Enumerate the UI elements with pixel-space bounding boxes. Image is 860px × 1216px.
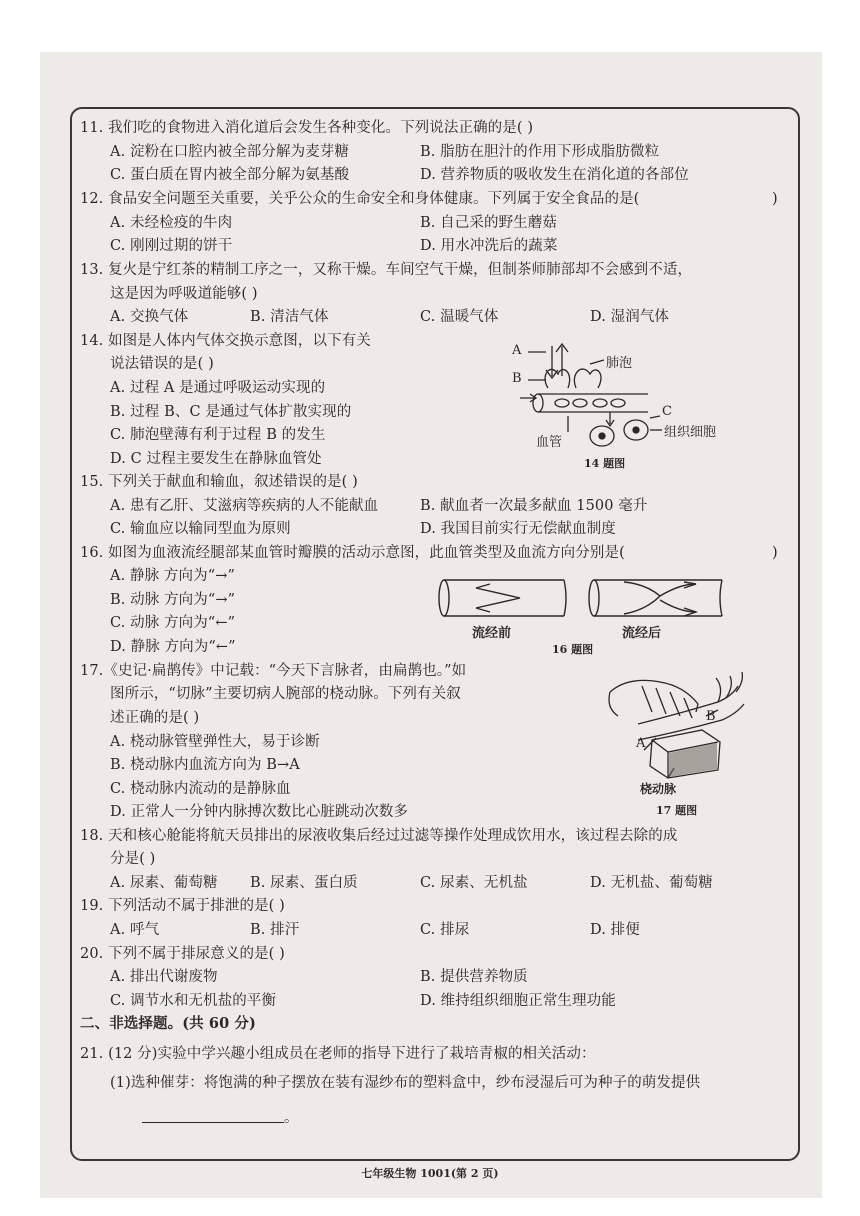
q11-option-d: D. 营养物质的吸收发生在消化道的各部位 xyxy=(420,167,689,183)
page-footer: 七年级生物 1001(第 2 页) xyxy=(361,1167,499,1180)
q20-stem: 20. 下列不属于排尿意义的是( ) xyxy=(80,946,285,962)
fig14-caption: 14 题图 xyxy=(584,457,626,470)
q13-stem: 13. 复火是宁红茶的精制工序之一，又称干燥。车间空气干燥，但制茶师肺部却不会感到不适， xyxy=(80,262,693,278)
q16-option-a: A. 静脉 方向为“→” xyxy=(110,568,235,584)
section-title: 二、非选择题。(共 60 分) xyxy=(80,1015,256,1032)
q18-stem-continued: 分是( ) xyxy=(110,851,156,867)
vein-valve-diagram xyxy=(434,574,734,624)
q15-option-d: D. 我国目前实行无偿献血制度 xyxy=(420,521,616,537)
q20-option-d: D. 维持组织细胞正常生理功能 xyxy=(420,993,616,1009)
fig16-before-label: 流经前 xyxy=(472,626,512,641)
fig17-radial-artery-label: 桡动脉 xyxy=(640,782,677,796)
fig17-label-a: A xyxy=(636,736,646,751)
fig14-vessel-label: 血管 xyxy=(536,435,563,450)
q14-option-d: D. C 过程主要发生在静脉血管处 xyxy=(110,451,322,467)
q12-paren: ) xyxy=(772,191,778,207)
q16-option-b: B. 动脉 方向为“→” xyxy=(110,592,236,608)
q16-paren: ) xyxy=(772,545,778,561)
q13-option-c: C. 温暖气体 xyxy=(420,309,499,325)
q12-stem: 12. 食品安全问题至关重要，关乎公众的生命安全和身体健康。下列属于安全食品的是( xyxy=(80,191,640,207)
q21-answer-blank[interactable] xyxy=(142,1122,284,1123)
q12-option-d: D. 用水冲洗后的蔬菜 xyxy=(420,238,558,254)
q18-option-b: B. 尿素、蛋白质 xyxy=(250,875,358,891)
fig14-label-c: C xyxy=(662,404,672,419)
q12-option-c: C. 刚刚过期的饼干 xyxy=(110,238,233,254)
q14-option-b: B. 过程 B、C 是通过气体扩散实现的 xyxy=(110,404,352,420)
q19-option-c: C. 排尿 xyxy=(420,922,470,938)
q15-stem: 15. 下列关于献血和输血，叙述错误的是( ) xyxy=(80,474,358,490)
q21-stem: 21. (12 分)实验中学兴趣小组成员在老师的指导下进行了栽培青椒的相关活动： xyxy=(80,1046,596,1062)
q20-option-a: A. 排出代谢废物 xyxy=(110,969,218,985)
pulse-diagnosis-illustration xyxy=(598,668,748,780)
q17-stem: 17.《史记·扁鹊传》中记载：“今天下言脉者，由扁鹊也。”如 xyxy=(80,663,467,679)
q20-option-c: C. 调节水和无机盐的平衡 xyxy=(110,993,277,1009)
q18-option-a: A. 尿素、葡萄糖 xyxy=(110,875,218,891)
q14-option-c: C. 肺泡壁薄有利于过程 B 的发生 xyxy=(110,427,326,443)
q15-option-b: B. 献血者一次最多献血 1500 毫升 xyxy=(420,498,648,514)
q12-option-b: B. 自己采的野生蘑菇 xyxy=(420,215,557,231)
q13-stem-continued: 这是因为呼吸道能够( ) xyxy=(110,286,258,302)
q11-stem: 11. 我们吃的食物进入消化道后会发生各种变化。下列说法正确的是( ) xyxy=(80,120,534,136)
q19-option-d: D. 排便 xyxy=(590,922,640,938)
q17-stem-continued-2: 述正确的是( ) xyxy=(110,710,200,726)
q16-stem: 16. 如图为血液流经腿部某血管时瓣膜的活动示意图，此血管类型及血流方向分别是( xyxy=(80,545,625,561)
q14-stem: 14. 如图是人体内气体交换示意图，以下有关 xyxy=(80,333,371,349)
q11-option-b: B. 脂肪在胆汁的作用下形成脂肪微粒 xyxy=(420,144,660,160)
q16-option-c: C. 动脉 方向为“←” xyxy=(110,615,236,631)
fig16-caption: 16 题图 xyxy=(552,643,594,656)
q16-option-d: D. 静脉 方向为“←” xyxy=(110,639,236,655)
q17-option-c: C. 桡动脉内流动的是静脉血 xyxy=(110,781,291,797)
q13-option-a: A. 交换气体 xyxy=(110,309,189,325)
q15-option-a: A. 患有乙肝、艾滋病等疾病的人不能献血 xyxy=(110,498,379,514)
q21-blank-end: 。 xyxy=(284,1110,299,1126)
fig14-tissue-cell-label: 组织细胞 xyxy=(664,425,717,440)
q11-option-c: C. 蛋白质在胃内被全部分解为氨基酸 xyxy=(110,167,350,183)
q17-stem-continued: 图所示，“切脉”主要切病人腕部的桡动脉。下列有关叙 xyxy=(110,686,461,702)
fig17-label-b: B xyxy=(706,709,716,724)
fig14-label-b: B xyxy=(512,371,522,386)
q18-stem: 18. 天和核心舱能将航天员排出的尿液收集后经过过滤等操作处理成饮用水，该过程去除的成 xyxy=(80,828,678,844)
q17-option-d: D. 正常人一分钟内脉搏次数比心脏跳动次数多 xyxy=(110,804,409,820)
q17-option-b: B. 桡动脉内血流方向为 B→A xyxy=(110,757,300,773)
fig14-alveolus-label: 肺泡 xyxy=(606,356,633,371)
q17-option-a: A. 桡动脉管壁弹性大，易于诊断 xyxy=(110,734,320,750)
q18-option-d: D. 无机盐、葡萄糖 xyxy=(590,875,713,891)
fig17-caption: 17 题图 xyxy=(656,804,698,817)
fig16-after-label: 流经后 xyxy=(622,626,662,641)
q11-option-a: A. 淀粉在口腔内被全部分解为麦芽糖 xyxy=(110,144,349,160)
q12-option-a: A. 未经检疫的牛肉 xyxy=(110,215,233,231)
q13-option-b: B. 清洁气体 xyxy=(250,309,329,325)
q18-option-c: C. 尿素、无机盐 xyxy=(420,875,528,891)
q15-option-c: C. 输血应以输同型血为原则 xyxy=(110,521,291,537)
q20-option-b: B. 提供营养物质 xyxy=(420,969,528,985)
q13-option-d: D. 湿润气体 xyxy=(590,309,670,325)
q14-option-a: A. 过程 A 是通过呼吸运动实现的 xyxy=(110,380,326,396)
q19-stem: 19. 下列活动不属于排泄的是( ) xyxy=(80,898,285,914)
fig14-label-a: A xyxy=(512,343,522,358)
q14-stem-continued: 说法错误的是( ) xyxy=(110,356,214,372)
q19-option-a: A. 呼气 xyxy=(110,922,160,938)
q19-option-b: B. 排汗 xyxy=(250,922,300,938)
q21-part1: (1)选种催芽：将饱满的种子摆放在装有湿纱布的塑料盒中，纱布浸湿后可为种子的萌发提供 xyxy=(110,1075,701,1091)
